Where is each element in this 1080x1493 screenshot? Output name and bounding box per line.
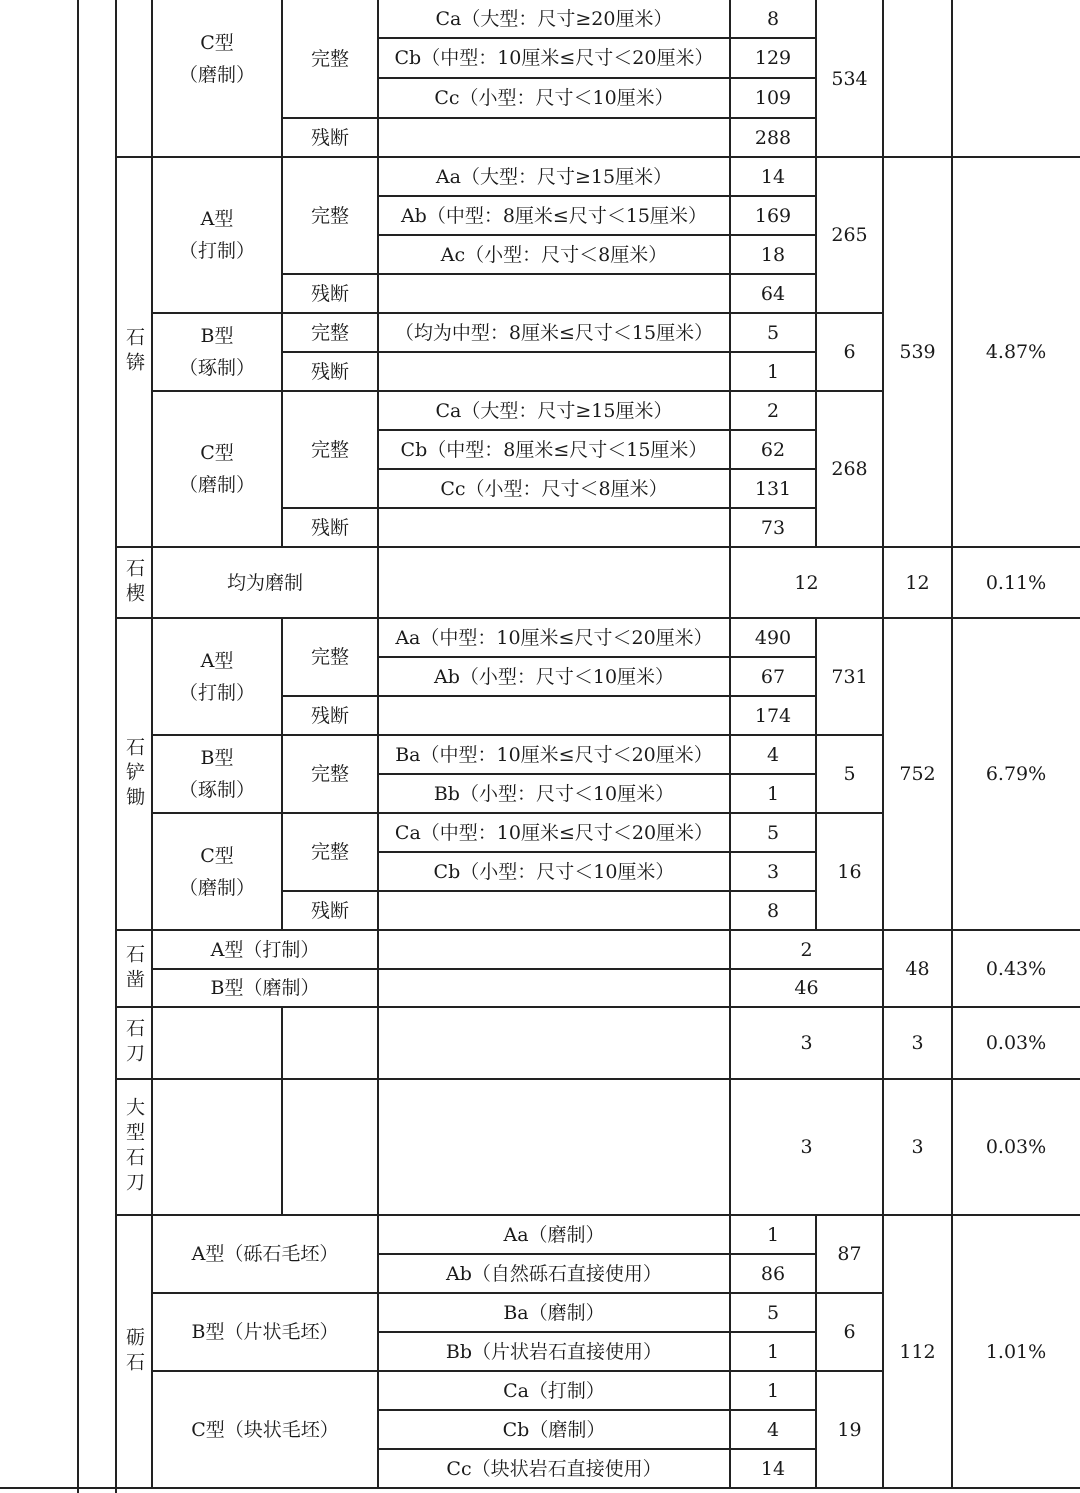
- subtype-count: 2: [766, 399, 780, 422]
- type-label-line: B型: [200, 747, 234, 769]
- column-rule: [281, 1007, 283, 1079]
- condition-label: 完整: [310, 841, 349, 863]
- type-subtotal: 6: [843, 1321, 856, 1343]
- subtype-count: 169: [754, 204, 792, 227]
- type-label-line: （磨制）: [178, 64, 255, 86]
- category-count: 3: [800, 1032, 813, 1054]
- broken-count: 64: [760, 282, 786, 305]
- category-count: 12: [794, 571, 819, 594]
- broken-count: 8: [766, 899, 780, 922]
- table-rule: [378, 656, 816, 658]
- type-label-line: C型: [200, 32, 234, 54]
- type-subtotal: 268: [831, 458, 868, 480]
- type-label: 均为磨制: [226, 571, 303, 594]
- subtype-desc: Aa（中型：10厘米≤尺寸＜20厘米）: [395, 626, 713, 649]
- table-rule: [378, 1331, 816, 1333]
- column-rule: [729, 0, 731, 157]
- condition-label: 残断: [310, 126, 349, 149]
- type-label-line: （磨制）: [178, 474, 255, 496]
- subtype-count: 5: [766, 821, 780, 844]
- category-total: 48: [905, 957, 930, 980]
- column-rule: [815, 1215, 817, 1488]
- column-rule: [951, 1007, 953, 1079]
- subtype-count: 490: [754, 626, 792, 649]
- column-rule: [951, 157, 953, 547]
- subtype-desc: Cc（块状岩石直接使用）: [446, 1457, 662, 1480]
- category-name: 石铲锄: [123, 736, 145, 812]
- type-label-line: （打制）: [178, 240, 255, 262]
- table-rule: [152, 968, 883, 970]
- condition-label: 完整: [310, 48, 349, 70]
- type-label: [152, 157, 282, 313]
- category-total: 3: [911, 1136, 924, 1158]
- category-percent: 0.03%: [985, 1032, 1047, 1054]
- type-label-line: （琢制）: [178, 357, 255, 379]
- table-rule: [378, 468, 816, 470]
- subtype-desc: Aa（大型：尺寸≥15厘米）: [435, 165, 673, 188]
- condition-label: 完整: [310, 646, 349, 668]
- type-subtotal: 6: [843, 341, 856, 363]
- category-total: 12: [905, 571, 930, 594]
- type-label: B型（片状毛坯）: [191, 1321, 339, 1343]
- type-label: [152, 813, 282, 930]
- subtype-desc: Ca（大型：尺寸≥20厘米）: [435, 8, 673, 30]
- column-rule: [281, 157, 283, 547]
- type-count: 46: [794, 977, 819, 999]
- type-subtotal: 265: [831, 224, 868, 246]
- category-total: 539: [899, 341, 936, 363]
- column-rule: [882, 0, 884, 157]
- type-subtotal: 16: [837, 860, 862, 883]
- subtype-count: 18: [760, 243, 786, 266]
- column-rule: [281, 1079, 283, 1215]
- subtype-count: 14: [760, 1457, 786, 1480]
- type-label: A型（打制）: [210, 938, 320, 961]
- table-rule: [378, 37, 816, 39]
- column-rule: [815, 157, 817, 547]
- subtype-count: 14: [760, 165, 786, 188]
- category-name: 石刀: [123, 1018, 145, 1068]
- type-subtotal: 731: [831, 665, 868, 688]
- table-rule: [378, 1253, 816, 1255]
- condition-label: 完整: [310, 321, 349, 344]
- table-rule: [282, 890, 816, 892]
- category-count: 3: [800, 1136, 813, 1158]
- type-subtotal: 87: [837, 1243, 862, 1265]
- condition-label: 残断: [310, 282, 349, 305]
- column-rule: [729, 930, 731, 1007]
- table-rule: [282, 695, 816, 697]
- subtype-count: 5: [766, 1301, 780, 1324]
- table-rule: [282, 273, 816, 275]
- category-name: 石楔: [123, 557, 145, 608]
- table-rule: [378, 234, 816, 236]
- subtype-count: 3: [766, 860, 780, 883]
- column-rule: [151, 1079, 153, 1215]
- subtype-desc: （均为中型：8厘米≤尺寸＜15厘米）: [394, 321, 714, 344]
- category-name: 砺石: [123, 1326, 145, 1377]
- subtype-count: 8: [766, 8, 780, 30]
- broken-count: 73: [760, 516, 786, 539]
- subtype-desc: Aa（磨制）: [503, 1223, 605, 1246]
- type-label: C型（块状毛坯）: [191, 1418, 339, 1441]
- subtype-desc: Ca（打制）: [503, 1379, 605, 1402]
- subtype-desc: Ab（自然砾石直接使用）: [446, 1262, 662, 1285]
- subtype-desc: Ca（大型：尺寸≥15厘米）: [435, 399, 673, 422]
- subtype-count: 1: [766, 1379, 780, 1402]
- column-rule: [882, 547, 884, 618]
- column-rule: [151, 1215, 153, 1488]
- category-percent: 4.87%: [985, 341, 1047, 363]
- type-subtotal: 19: [837, 1418, 862, 1441]
- category-name: 石锛: [123, 327, 145, 377]
- subtype-count: 62: [760, 438, 786, 461]
- type-label: A型（砾石毛坯）: [191, 1243, 339, 1265]
- column-rule: [882, 1215, 884, 1488]
- category-total: 3: [911, 1032, 924, 1054]
- condition-label: 完整: [310, 438, 349, 461]
- column-rule: [377, 930, 379, 1007]
- column-rule: [729, 1215, 731, 1488]
- column-rule: [815, 0, 817, 157]
- category-percent: 6.79%: [985, 763, 1047, 785]
- table-rule: [378, 773, 816, 775]
- type-label-line: C型: [200, 442, 234, 464]
- column-rule: [151, 930, 153, 1007]
- type-label-line: C型: [200, 844, 234, 867]
- subtype-desc: Cc（小型：尺寸＜10厘米）: [434, 87, 674, 109]
- bottom-rule: [0, 1487, 1080, 1489]
- column-rule: [882, 618, 884, 930]
- type-label-line: A型: [200, 649, 234, 672]
- column-rule: [882, 1079, 884, 1215]
- category-name: 大型石刀: [123, 1097, 145, 1197]
- column-rule: [377, 1215, 379, 1488]
- column-rule: [951, 0, 953, 157]
- subtype-desc: Cb（中型：8厘米≤尺寸＜15厘米）: [400, 438, 708, 461]
- type-label: [152, 735, 282, 813]
- category-percent: 0.43%: [985, 957, 1047, 980]
- subtype-desc: Cb（中型：10厘米≤尺寸＜20厘米）: [394, 47, 714, 69]
- subtype-desc: Cb（磨制）: [502, 1418, 606, 1441]
- column-rule: [377, 547, 379, 618]
- subtype-desc: Cb（小型：尺寸＜10厘米）: [433, 860, 675, 883]
- column-rule: [951, 1215, 953, 1488]
- column-rule: [729, 1079, 731, 1215]
- subtype-count: 1: [766, 1340, 780, 1363]
- table-rule: [378, 429, 816, 431]
- subtype-desc: Ba（中型：10厘米≤尺寸＜20厘米）: [395, 743, 713, 766]
- column-rule: [151, 547, 153, 618]
- subtype-desc: Ab（小型：尺寸＜10厘米）: [433, 665, 675, 688]
- condition-label: 残断: [310, 360, 349, 383]
- subtype-desc: Ca（中型：10厘米≤尺寸＜20厘米）: [394, 821, 714, 844]
- table-rule: [282, 117, 816, 119]
- column-rule: [377, 1007, 379, 1079]
- type-label-line: （磨制）: [178, 876, 255, 899]
- subtype-count: 86: [760, 1262, 786, 1285]
- subtype-count: 4: [766, 1418, 780, 1441]
- subtype-count: 109: [754, 87, 792, 109]
- type-label: B型（磨制）: [210, 977, 320, 999]
- subtype-desc: Bb（片状岩石直接使用）: [445, 1340, 663, 1363]
- left-border-rule: [77, 0, 79, 1493]
- broken-count: 174: [754, 704, 792, 727]
- column-rule: [377, 0, 379, 157]
- subtype-count: 129: [754, 47, 792, 69]
- subtype-count: 1: [766, 782, 780, 805]
- category-name: 石凿: [123, 943, 145, 994]
- subtype-desc: Ac（小型：尺寸＜8厘米）: [440, 243, 668, 266]
- type-label: [152, 618, 282, 735]
- broken-count: 1: [766, 360, 780, 383]
- condition-label: 完整: [310, 763, 349, 785]
- subtype-desc: Ab（中型：8厘米≤尺寸＜15厘米）: [400, 204, 708, 227]
- column-rule: [151, 157, 153, 547]
- condition-label: 残断: [310, 516, 349, 539]
- column-rule: [377, 1079, 379, 1215]
- column-rule: [882, 157, 884, 547]
- type-subtotal: 5: [843, 763, 856, 785]
- type-label-line: B型: [200, 325, 234, 347]
- subtype-desc: Bb（小型：尺寸＜10厘米）: [433, 782, 675, 805]
- subtype-count: 5: [766, 321, 780, 344]
- type-subtotal: 534: [831, 67, 868, 90]
- type-label-line: （琢制）: [178, 779, 255, 801]
- category-percent: 1.01%: [985, 1340, 1047, 1363]
- table-rule: [378, 195, 816, 197]
- condition-label: 残断: [310, 704, 349, 727]
- column-rule: [151, 0, 153, 157]
- subtype-count: 67: [760, 665, 786, 688]
- column-rule: [815, 618, 817, 930]
- column-rule: [281, 0, 283, 157]
- type-count: 2: [800, 938, 813, 961]
- table-rule: [378, 77, 816, 79]
- condition-label: 完整: [310, 204, 349, 227]
- column-rule: [951, 618, 953, 930]
- subtype-desc: Ba（磨制）: [503, 1301, 605, 1324]
- subtype-count: 1: [766, 1223, 780, 1246]
- table-rule: [378, 1409, 816, 1411]
- category-percent: 0.03%: [985, 1136, 1047, 1158]
- broken-count: 288: [754, 126, 792, 149]
- column-rule: [729, 618, 731, 930]
- type-label: [152, 391, 282, 547]
- subtype-count: 4: [766, 743, 780, 766]
- type-label-line: A型: [200, 208, 234, 230]
- column-rule: [882, 1007, 884, 1079]
- column-rule: [951, 1079, 953, 1215]
- type-label: [152, 313, 282, 391]
- table-rule: [282, 351, 816, 353]
- category-total: 752: [899, 763, 936, 785]
- type-label: [152, 0, 282, 118]
- type-label-line: （打制）: [178, 681, 255, 704]
- column-rule: [729, 1007, 731, 1079]
- column-rule: [377, 618, 379, 930]
- column-rule: [729, 547, 731, 618]
- column-rule: [151, 1007, 153, 1079]
- column-rule: [882, 930, 884, 1007]
- column-rule: [951, 547, 953, 618]
- table-rule: [282, 507, 816, 509]
- category-total: 112: [899, 1340, 936, 1363]
- column-rule: [729, 157, 731, 547]
- table-rule: [378, 1448, 816, 1450]
- subtype-desc: Cc（小型：尺寸＜8厘米）: [440, 477, 668, 500]
- column-rule: [377, 157, 379, 547]
- subtype-count: 131: [754, 477, 792, 500]
- column-rule: [951, 930, 953, 1007]
- condition-label: 残断: [310, 899, 349, 922]
- column-rule: [151, 618, 153, 930]
- column-rule: [281, 618, 283, 930]
- category-percent: 0.11%: [985, 571, 1047, 594]
- table-rule: [378, 851, 816, 853]
